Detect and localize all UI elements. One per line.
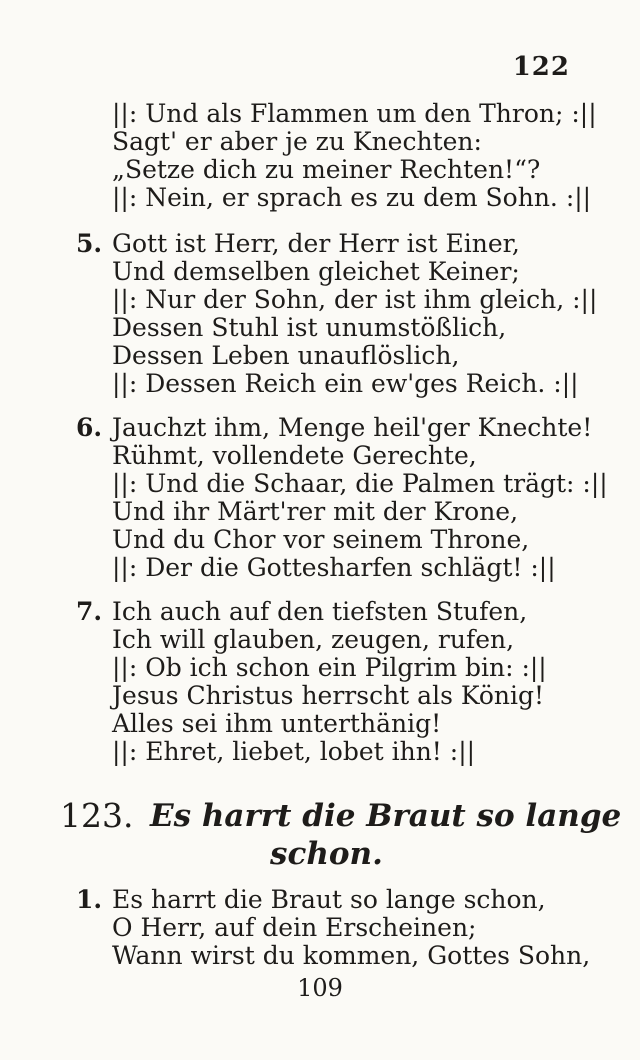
verse-line: Sagt' er aber je zu Knechten: [112,127,482,156]
verse-line: ||: Dessen Reich ein ew'ges Reich. :|| [112,369,579,398]
verse-line: Dessen Stuhl ist unumstößlich, [112,313,507,342]
verse-line: Rühmt, vollendete Gerechte, [112,441,477,470]
verse-line: ||: Ehret, liebet, lobet ihn! :|| [112,737,476,766]
verse-line: Und demselben gleichet Keiner; [112,257,520,286]
verse-line: ||: Nein, er sprach es zu dem Sohn. :|| [112,183,592,212]
verse-line: Und ihr Märt'rer mit der Krone, [112,497,519,526]
verse-line: Jesus Christus herrscht als König! [112,681,545,710]
verse-line: O Herr, auf dein Erscheinen; [112,913,477,942]
stanza-number: 5. [76,229,103,258]
verse-line: Jauchzt ihm, Menge heil'ger Knechte! [112,413,593,442]
verse-line: Ich auch auf den tiefsten Stufen, [112,597,528,626]
verse-line: Und du Chor vor seinem Throne, [112,525,530,554]
hymn-number: 123. [60,796,134,835]
verse-line: ||: Und als Flammen um den Thron; :|| [112,99,597,128]
verse-line: „Setze dich zu meiner Rechten!“? [112,155,541,184]
verse-line: Alles sei ihm unterthänig! [112,709,442,738]
verse-line: ||: Nur der Sohn, der ist ihm gleich, :|| [112,285,598,314]
verse-line: Dessen Leben unauflöslich, [112,341,460,370]
hymn-title-line1: Es harrt die Braut so lange [150,798,622,834]
verse-line: ||: Und die Schaar, die Palmen trägt: :|| [112,469,608,498]
stanza-number: 7. [76,597,103,626]
stanza-number: 1. [76,885,103,914]
verse-line: Ich will glauben, zeugen, rufen, [112,625,515,654]
hymn-title-line2: schon. [270,836,383,872]
verse-line: Gott ist Herr, der Herr ist Einer, [112,229,520,258]
running-hymn-number: 122 [512,52,570,82]
verse-line: ||: Der die Gottesharfen schlägt! :|| [112,553,556,582]
verse-line: ||: Ob ich schon ein Pilgrim bin: :|| [112,653,547,682]
verse-line: Wann wirst du kommen, Gottes Sohn, [112,941,591,970]
verse-line: Es harrt die Braut so lange schon, [112,885,546,914]
stanza-number: 6. [76,413,103,442]
page-number: 109 [297,974,343,1002]
